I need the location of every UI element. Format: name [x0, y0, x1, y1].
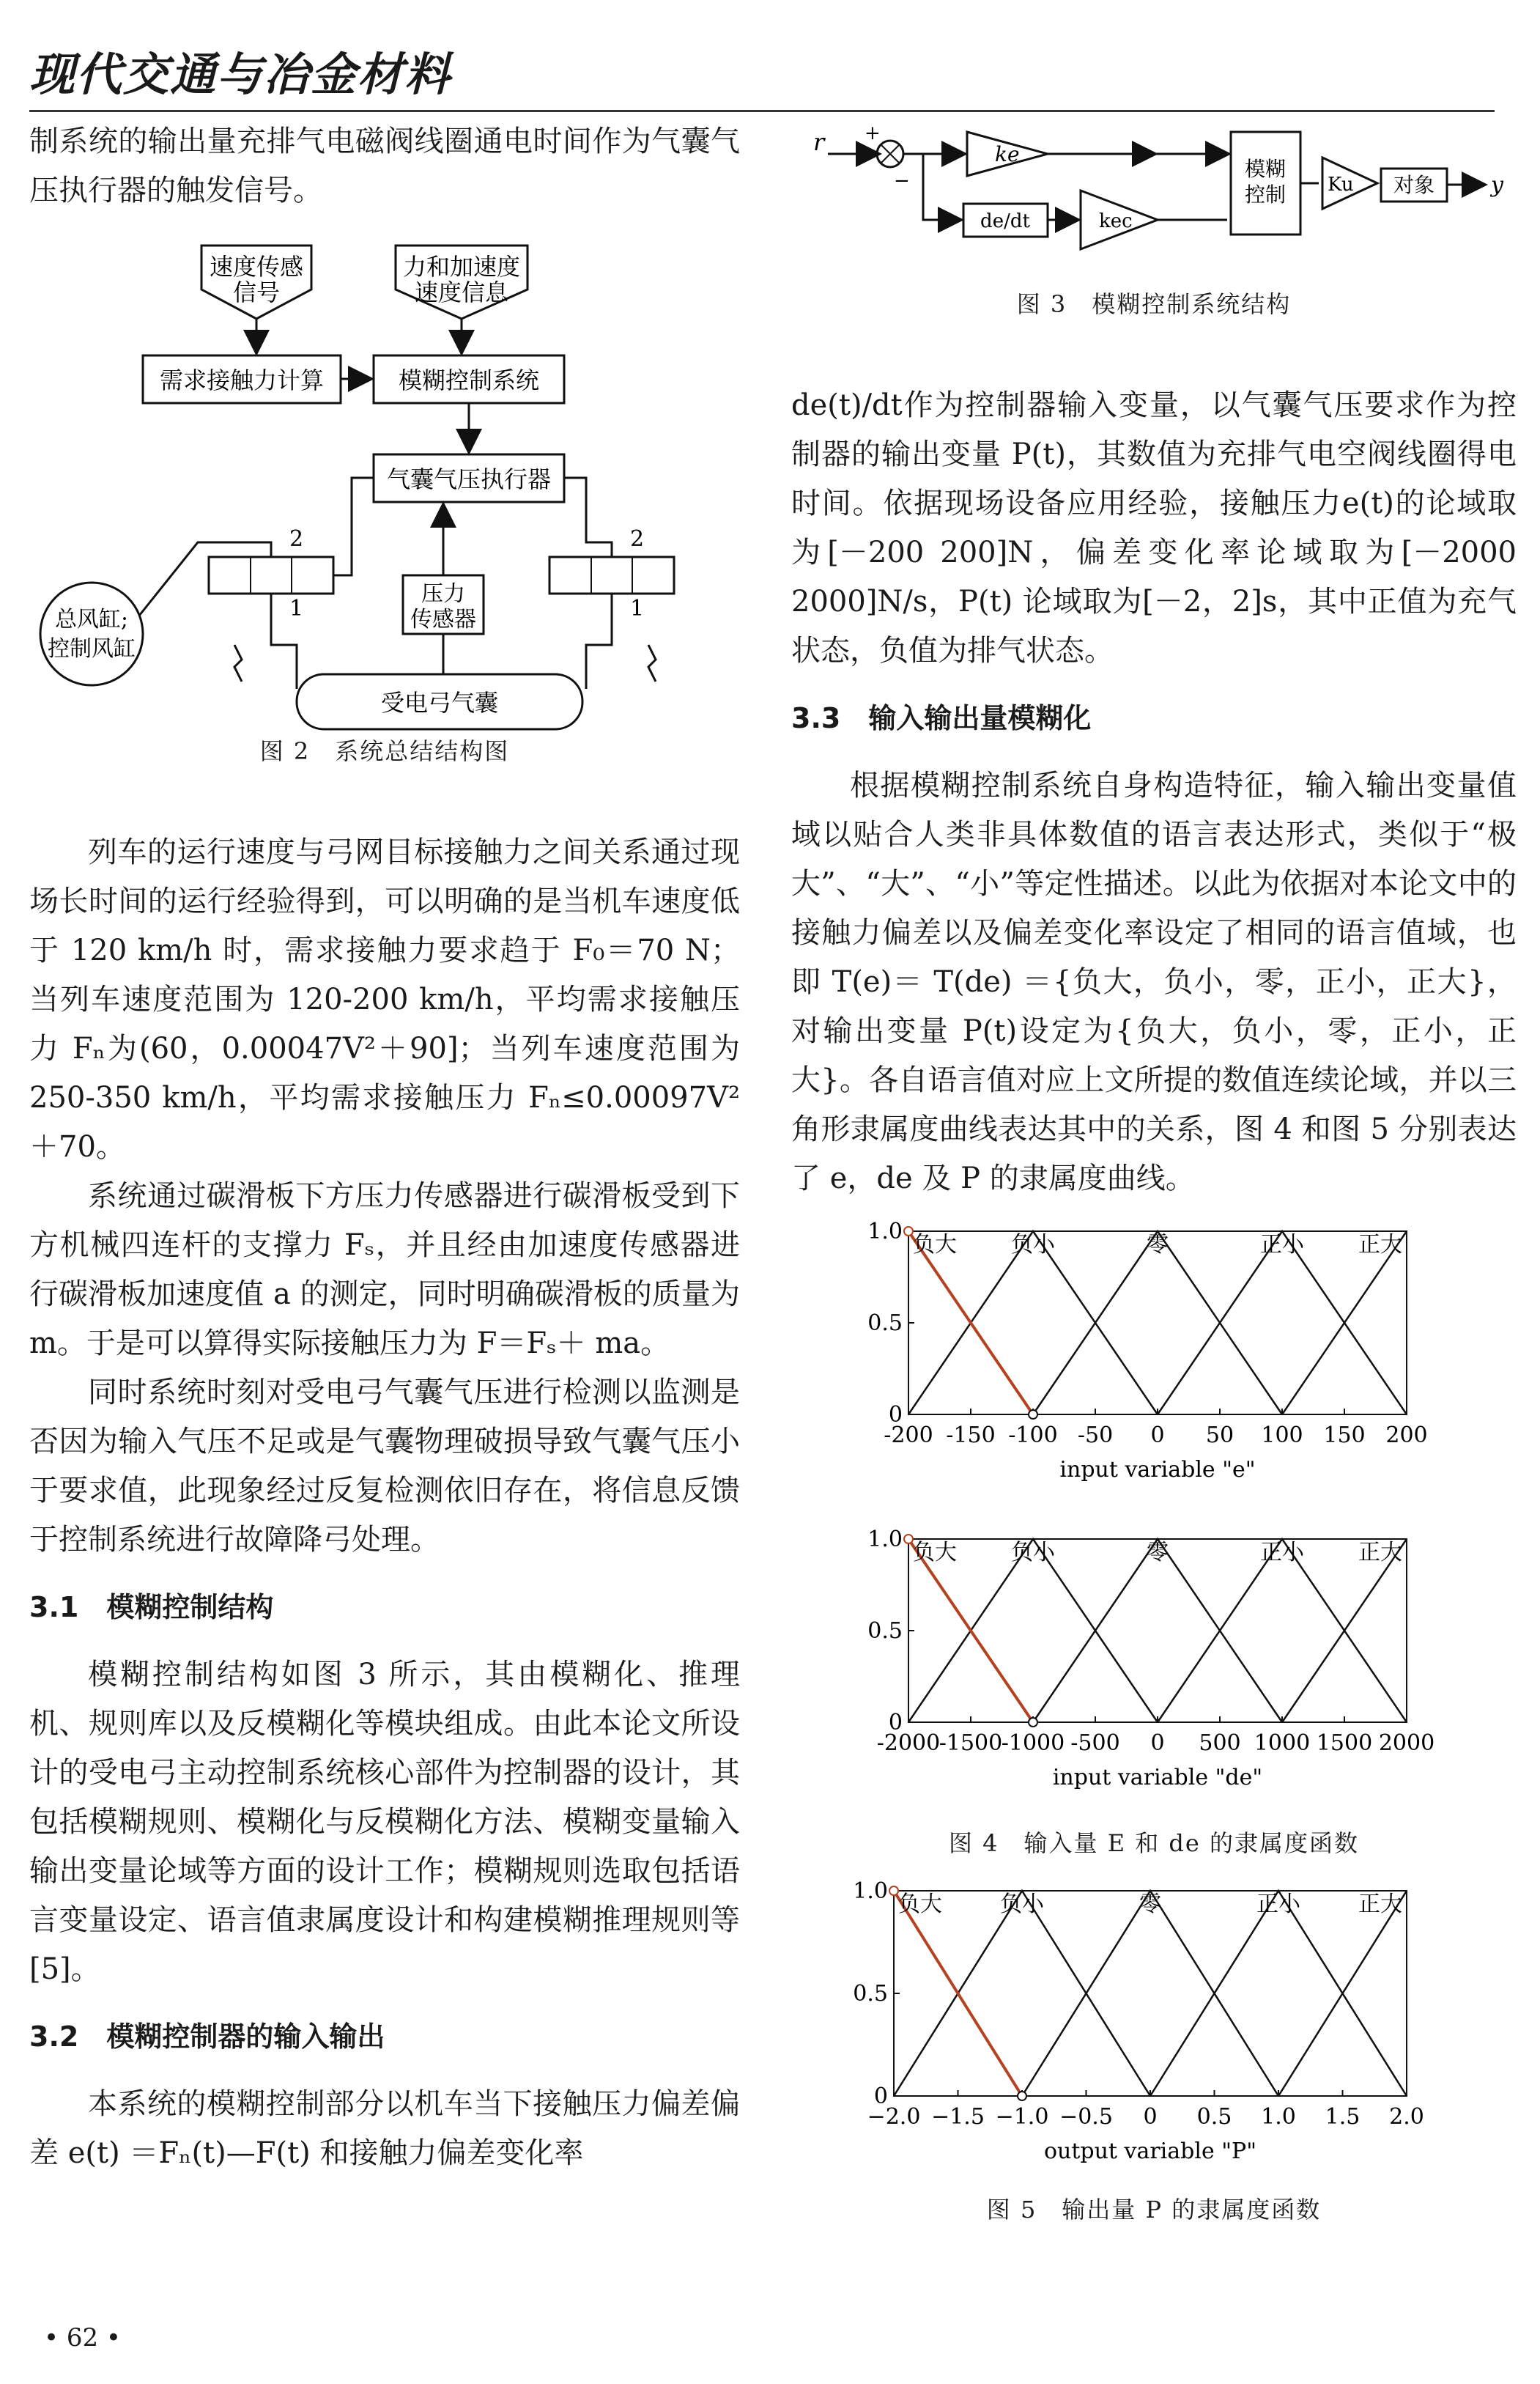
membership-label-负小: 负小	[1000, 1892, 1044, 1917]
x-tick-label: 150	[1323, 1422, 1366, 1448]
intro-paragraph: 制系统的输出量充排气电磁阀线圈通电时间作为气囊气压执行器的触发信号。	[29, 125, 740, 207]
x-tick-label: 1.5	[1325, 2104, 1361, 2130]
right-valve-port-1: 1	[630, 596, 645, 621]
series-line-负小	[908, 1231, 1158, 1414]
speed-sensor-line1: 速度传感	[209, 253, 304, 281]
fig3-plus: +	[865, 122, 881, 144]
page-number: • 62 •	[44, 2323, 121, 2352]
membership-label-正大: 正大	[1358, 1540, 1402, 1565]
series-end-marker	[1029, 1718, 1037, 1727]
x-tick-label: -200	[884, 1422, 933, 1448]
fuzzy-controller-line2: 控制	[1244, 182, 1287, 207]
x-tick-label: 0	[1143, 2104, 1158, 2130]
figure-2-diagram	[29, 235, 755, 762]
plot-frame	[908, 1231, 1407, 1414]
x-tick-label: 50	[1205, 1422, 1234, 1448]
reservoir-circle	[40, 583, 143, 685]
membership-label-正小: 正小	[1256, 1892, 1300, 1917]
dedt-label: de/dt	[980, 210, 1030, 232]
series-line-零	[1033, 1231, 1282, 1414]
y-tick-label: 0.5	[867, 1618, 903, 1644]
reservoir-line1: 总风缸;	[54, 607, 129, 632]
x-tick-label: −1.5	[931, 2104, 985, 2130]
figure-3-caption: 图 3 模糊控制系统结构	[1016, 290, 1292, 318]
pressure-sensor-line2: 传感器	[410, 607, 476, 632]
y-tick-label: 1.0	[867, 1219, 903, 1244]
plot-frame	[894, 1891, 1407, 2096]
x-axis-label: input variable "de"	[1052, 1765, 1263, 1790]
x-tick-label: 200	[1385, 1422, 1428, 1448]
x-tick-label: 1.0	[1261, 2104, 1296, 2130]
y-tick-label: 0.5	[867, 1310, 903, 1336]
kec-label: kec	[1099, 210, 1133, 232]
reservoir-line2: 控制风缸	[48, 636, 136, 662]
x-tick-label: -50	[1077, 1422, 1114, 1448]
x-tick-label: 0.5	[1196, 2104, 1232, 2130]
membership-label-零: 零	[1139, 1892, 1161, 1917]
left-valve-port-1: 1	[289, 596, 304, 621]
x-tick-label: -2000	[876, 1730, 941, 1756]
x-tick-label: 100	[1261, 1422, 1303, 1448]
fig3-y: y	[1491, 172, 1503, 198]
y-tick-label: 0	[873, 2084, 888, 2109]
actuator-label: 气囊气压执行器	[386, 465, 552, 493]
ke-label: ke	[995, 142, 1020, 166]
x-tick-label: -100	[1008, 1422, 1058, 1448]
fig3-r: r	[813, 128, 825, 156]
x-tick-label: 500	[1199, 1730, 1241, 1756]
x-tick-label: −2.0	[867, 2104, 921, 2130]
paragraph-sensor: 系统通过碳滑板下方压力传感器进行碳滑板受到下方机械四连杆的支撑力 Fₛ，并且经由加速度传感器进行碳滑板加速度值 a 的测定，同时明确碳滑板的质量为 m。于是可以算得实际接触压力为 F＝Fₛ＋ ma。	[29, 1179, 740, 1360]
paragraph-speed-force: 列车的运行速度与弓网目标接触力之间关系通过现场长时间的运行经验得到，可以明确的是当机车速度低于 120 km/h 时，需求接触力要求趋于 F₀＝70 N；当列车速度范围为 120-200 km/h，平均需求接触压力 Fₙ为(60，0.00047V²＋90]；当列车速度范围为 250-350 km/h，平均需求接触压力 Fₙ≤0.00097V²＋70。	[29, 835, 740, 1164]
series-start-marker	[889, 1886, 898, 1895]
right-valve	[549, 557, 674, 594]
series-start-marker	[904, 1227, 913, 1236]
y-tick-label: 1.0	[867, 1527, 903, 1552]
section-3-2-title: 3.2 模糊控制器的输入输出	[29, 2021, 385, 2053]
paragraph-io: 本系统的模糊控制部分以机车当下接触压力偏差偏差 e(t) ＝Fₙ(t)—F(t) 和接触力偏差变化率	[29, 2087, 740, 2170]
right-body	[791, 381, 1517, 1203]
membership-label-负小: 负小	[1011, 1232, 1055, 1258]
speed-sensor-line2: 信号	[232, 278, 281, 306]
membership-label-零: 零	[1147, 1232, 1169, 1258]
series-line-正小	[1150, 1891, 1407, 2096]
right-valve-port-2: 2	[630, 526, 645, 552]
air-bag-label: 受电弓气囊	[380, 689, 499, 717]
membership-chart-p	[835, 1876, 1436, 2169]
membership-label-零: 零	[1147, 1540, 1169, 1565]
x-tick-label: -500	[1070, 1730, 1120, 1756]
force-info-line2: 速度信息	[414, 278, 509, 306]
x-tick-label: 2.0	[1389, 2104, 1424, 2130]
section-3-1-title: 3.1 模糊控制结构	[29, 1591, 274, 1623]
ku-label: Ku	[1328, 174, 1354, 196]
y-tick-label: 0	[888, 1710, 903, 1735]
x-tick-label: 1500	[1316, 1730, 1373, 1756]
series-line-零	[1033, 1539, 1282, 1722]
x-tick-label: -150	[946, 1422, 996, 1448]
fuzzy-system-label: 模糊控制系统	[398, 366, 540, 394]
membership-label-负大: 负大	[913, 1540, 957, 1565]
membership-label-正大: 正大	[1358, 1892, 1402, 1917]
paragraph-domain: de(t)/dt作为控制器输入变量，以气囊气压要求作为控制器的输出变量 P(t)，其数值为充排气电空阀线圈得电时间。依据现场设备应用经验，接触压力e(t)的论域取为[－200 200]N，偏差变化率论域取为[－2000 2000]N/s，P(t) 论域取为[－2，2]s，其中正值为充气状态，负值为排气状态。	[791, 388, 1517, 668]
left-valve-port-2: 2	[289, 526, 304, 552]
series-line-正小	[1158, 1539, 1407, 1722]
x-axis-label: output variable "P"	[1043, 2138, 1257, 2164]
fuzzy-controller-line1: 模糊	[1244, 157, 1287, 181]
x-tick-label: -1000	[1001, 1730, 1065, 1756]
series-end-marker	[1018, 2092, 1026, 2100]
series-start-marker	[904, 1535, 913, 1543]
x-axis-label: input variable "e"	[1059, 1457, 1256, 1483]
x-tick-label: 1000	[1254, 1730, 1311, 1756]
membership-label-负大: 负大	[898, 1892, 942, 1917]
page-header	[29, 29, 1495, 112]
x-tick-label: 0	[1150, 1422, 1165, 1448]
series-line-正小	[1158, 1231, 1407, 1414]
figure-5-caption: 图 5 输出量 P 的隶属度函数	[986, 2196, 1322, 2224]
x-tick-label: -1500	[939, 1730, 1003, 1756]
demand-calc-label: 需求接触力计算	[159, 366, 325, 394]
force-info-line1: 力和加速度	[402, 253, 521, 281]
left-body	[29, 828, 740, 2178]
series-line-负小	[894, 1891, 1150, 2096]
paragraph-fuzzification: 根据模糊控制系统自身构造特征，输入输出变量值域以贴合人类非具体数值的语言表达形式，类似于“极大”、“大”、“小”等定性描述。以此为依据对本论文中的接触力偏差以及偏差变化率设定了相同的语言值域，也即 T(e)＝ T(de) ＝{负大，负小，零，正小，正大}，对输出变量 P(t)设定为{负大，负小，零，正小，正大}。各自语言值对应上文所提的数值连续论域，并以三角形隶属度曲线表达其中的关系，图 4 和图 5 分别表达了 e，de 及 P 的隶属度曲线。	[791, 769, 1517, 1195]
paragraph-monitor: 同时系统时刻对受电弓气囊气压进行检测以监测是否因为输入气压不足或是气囊物理破损导致气囊气压小于要求值，此现象经过反复检测依旧存在，将信息反馈于控制系统进行故障降弓处理。	[29, 1376, 740, 1557]
series-end-marker	[1029, 1410, 1037, 1419]
membership-label-正大: 正大	[1358, 1232, 1402, 1258]
fig3-minus: −	[894, 170, 910, 192]
figure-2-caption: 图 2 系统总结结构图	[259, 737, 510, 765]
y-tick-label: 0.5	[853, 1981, 888, 2007]
figure-4-caption: 图 4 输入量 E 和 de 的隶属度函数	[948, 1829, 1359, 1857]
series-line-负小	[908, 1539, 1158, 1722]
pressure-sensor-line1: 压力	[421, 581, 465, 607]
membership-label-正小: 正小	[1260, 1540, 1304, 1565]
section-3-3-title: 3.3 输入输出量模糊化	[791, 702, 1092, 734]
plot-frame	[908, 1539, 1407, 1722]
y-tick-label: 1.0	[853, 1878, 888, 1904]
journal-title: 现代交通与冶金材料	[29, 48, 452, 101]
membership-label-正小: 正小	[1260, 1232, 1304, 1258]
x-tick-label: 0	[1150, 1730, 1165, 1756]
x-tick-label: −1.0	[995, 2104, 1049, 2130]
plant-label: 对象	[1393, 173, 1435, 197]
x-tick-label: 2000	[1378, 1730, 1435, 1756]
series-line-零	[1022, 1891, 1278, 2096]
membership-chart-e	[850, 1217, 1436, 1488]
paragraph-structure: 模糊控制结构如图 3 所示，其由模糊化、推理机、规则库以及反模糊化等模块组成。由此本论文所设计的受电弓主动控制系统核心部件为控制器的设计，其包括模糊规则、模糊化与反模糊化方法、模糊变量输入输出变量论域等方面的设计工作；模糊规则选取包括语言变量设定、语言值隶属度设计和构建模糊推理规则等[5]。	[29, 1658, 740, 1986]
y-tick-label: 0	[888, 1402, 903, 1428]
membership-chart-de	[850, 1524, 1436, 1796]
membership-label-负小: 负小	[1011, 1540, 1055, 1565]
x-tick-label: −0.5	[1059, 2104, 1113, 2130]
membership-label-负大: 负大	[913, 1232, 957, 1258]
left-valve	[209, 557, 333, 594]
figure-3-diagram	[806, 117, 1509, 257]
